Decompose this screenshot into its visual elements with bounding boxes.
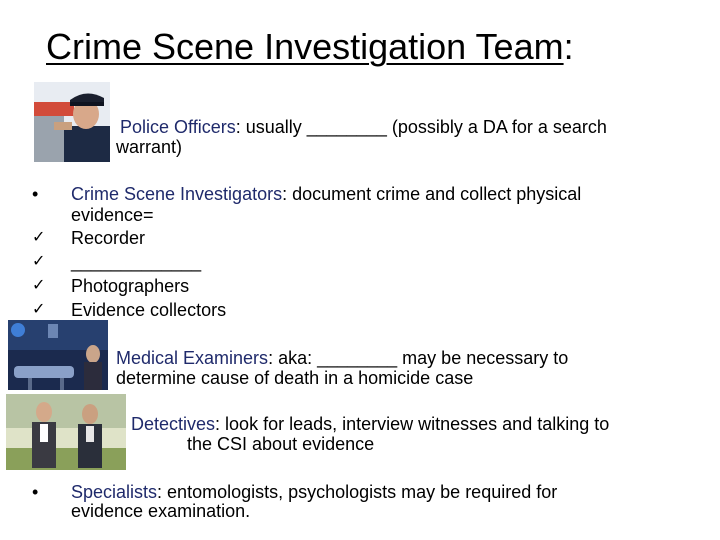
check-icon: ✓ [32, 277, 46, 294]
check-icon: ✓ [32, 253, 46, 270]
csi-line2: evidence= [71, 205, 154, 225]
detectives-line2: the CSI about evidence [187, 434, 375, 454]
medical-examiner-photo [8, 320, 108, 390]
medical-examiners-desc1: : aka: ________ may be necessary to [268, 348, 569, 368]
detectives-term: Detectives [131, 414, 216, 434]
csi-role-item: Recorder [71, 228, 146, 248]
title-text: Crime Scene Investigation Team [46, 26, 564, 67]
police-officers-term: Police Officers [120, 117, 236, 137]
detectives-line1 [131, 414, 609, 434]
police-officers-line2: warrant) [116, 137, 183, 157]
bullet-csi: • [32, 184, 39, 204]
specialists-line1 [71, 482, 557, 502]
medical-examiners-line1 [116, 348, 568, 368]
csi-role-item: Photographers [71, 276, 190, 296]
csi-role-item: _____________ [71, 252, 202, 272]
medical-examiners-line2: determine cause of death in a homicide case [116, 368, 474, 388]
police-officers-line1 [120, 117, 607, 137]
check-icon: ✓ [32, 229, 46, 246]
specialists-term: Specialists [71, 482, 158, 502]
medical-examiners-term: Medical Examiners [116, 348, 269, 368]
csi-term: Crime Scene Investigators [71, 184, 283, 204]
check-icon: ✓ [32, 301, 46, 318]
police-officer-photo [34, 82, 110, 162]
specialists-desc1: : entomologists, psychologists may be required for [157, 482, 558, 502]
csi-role-item: Evidence collectors [71, 300, 227, 320]
police-officers-desc1: : usually ________ (possibly a DA for a search [235, 117, 607, 137]
detectives-photo [6, 394, 126, 470]
detectives-desc1: : look for leads, interview witnesses and talking to [215, 414, 610, 434]
title-colon: : [563, 26, 574, 67]
page-title [46, 26, 574, 68]
specialists-line2: evidence examination. [71, 501, 251, 521]
bullet-specialists: • [32, 482, 39, 502]
csi-desc1: : document crime and collect physical [282, 184, 582, 204]
csi-line1 [71, 184, 581, 204]
